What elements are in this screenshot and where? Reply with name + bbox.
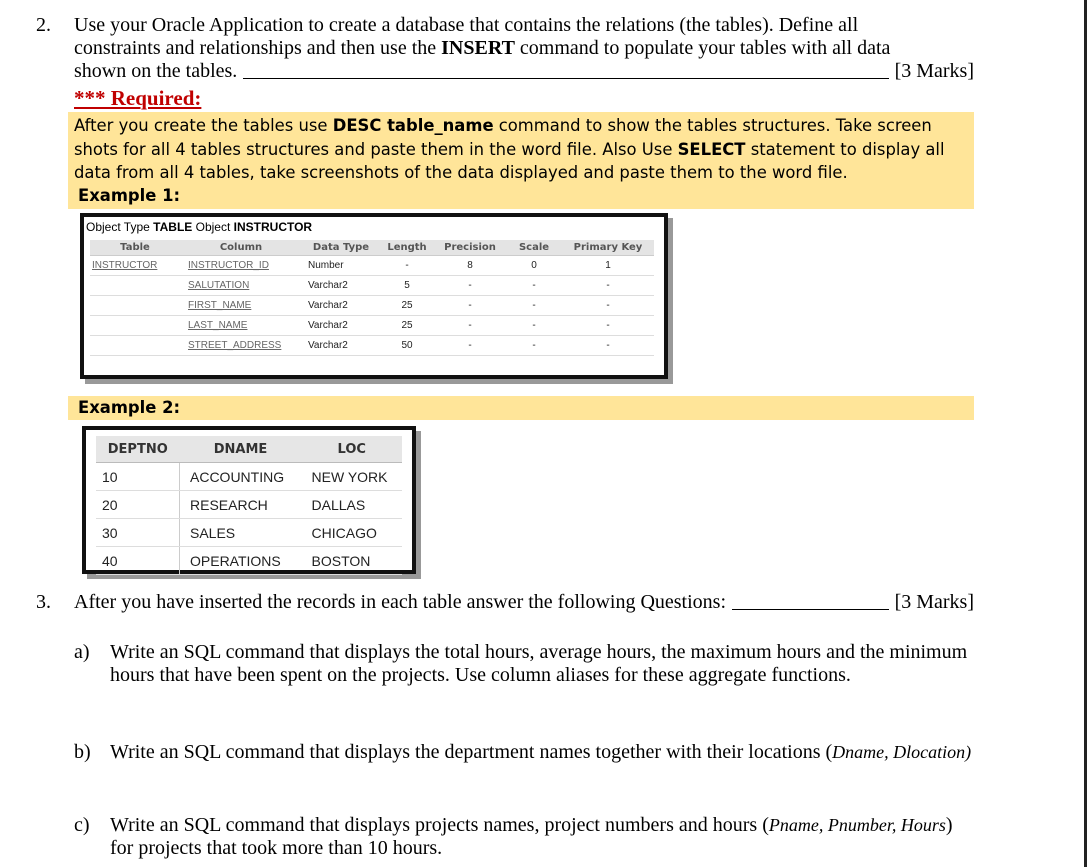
required-text-1: After you create the tables use xyxy=(74,116,333,135)
table-cell: CHICAGO xyxy=(302,519,402,547)
sub-c-text xyxy=(110,814,974,860)
table-cell[interactable]: STREET_ADDRESS xyxy=(180,336,302,356)
required-text-3: statement to display all data from all 4 tables, take screenshots of the data displayed and paste them to the word file. xyxy=(74,139,945,182)
table-row xyxy=(90,276,654,296)
table-cell: - xyxy=(562,276,654,296)
question-3-text xyxy=(74,591,974,614)
table-cell: RESEARCH xyxy=(180,491,302,519)
table-cell: 25 xyxy=(380,296,434,316)
table-cell: ACCOUNTING xyxy=(180,463,302,491)
desc-keyword: DESC table_name xyxy=(332,116,494,135)
sub-c-main: Write an SQL command that displays projects names, project numbers and hours ( xyxy=(110,814,769,836)
col-header: DNAME xyxy=(180,436,302,463)
col-header: Length xyxy=(380,240,434,256)
question-2-number: 2. xyxy=(36,14,51,36)
object-type-label: Object Type xyxy=(86,220,150,234)
table-cell: 0 xyxy=(506,256,562,276)
question-2-line3-text: shown on the tables. xyxy=(74,60,238,82)
table-cell: - xyxy=(434,276,506,296)
col-header: Table xyxy=(90,240,180,256)
table-row xyxy=(96,463,402,491)
table-cell: 50 xyxy=(380,336,434,356)
sub-c-end: ) for projects that took more than 10 hours. xyxy=(110,814,953,859)
col-header: Column xyxy=(180,240,302,256)
table-cell: Varchar2 xyxy=(302,296,380,316)
table-cell: - xyxy=(506,336,562,356)
required-label: *** Required: xyxy=(74,86,202,110)
sub-b-text xyxy=(110,741,974,764)
table-cell: NEW YORK xyxy=(302,463,402,491)
question-2-line2-post: command to populate your tables with all data xyxy=(514,37,891,59)
table-cell: 30 xyxy=(96,519,180,547)
table-cell[interactable]: INSTRUCTOR xyxy=(90,256,180,276)
table-cell: 5 xyxy=(380,276,434,296)
table-cell: - xyxy=(506,316,562,336)
col-header: Data Type xyxy=(302,240,380,256)
object-header xyxy=(84,217,664,236)
table-cell: Varchar2 xyxy=(302,336,380,356)
table-cell: - xyxy=(562,296,654,316)
table-row xyxy=(90,336,654,356)
example-2-label: Example 2: xyxy=(78,398,181,417)
question-2-marks: [3 Marks] xyxy=(894,60,974,82)
table-cell: SALES xyxy=(180,519,302,547)
col-header: Precision xyxy=(434,240,506,256)
table-cell: 10 xyxy=(96,463,180,491)
sub-b-end: ) xyxy=(965,742,972,762)
insert-keyword: INSERT xyxy=(441,37,515,59)
example-1-label: Example 1: xyxy=(78,186,181,205)
table-cell: - xyxy=(380,256,434,276)
table-cell xyxy=(90,276,180,296)
required-instructions xyxy=(74,114,972,185)
table-cell: - xyxy=(562,316,654,336)
table-cell: BOSTON xyxy=(302,547,402,575)
question-2-line1: Use your Oracle Application to create a database that contains the relations (the tables). Define all xyxy=(74,14,859,36)
sub-c-label: c) xyxy=(74,814,90,836)
table-cell[interactable]: SALUTATION xyxy=(180,276,302,296)
example-2-highlight xyxy=(68,396,974,420)
table-cell: Varchar2 xyxy=(302,316,380,336)
object-type-value: TABLE xyxy=(153,220,193,234)
table-cell: Number xyxy=(302,256,380,276)
sub-a-label: a) xyxy=(74,641,90,663)
col-header: Primary Key xyxy=(562,240,654,256)
object-value: INSTRUCTOR xyxy=(233,220,313,234)
table-cell: OPERATIONS xyxy=(180,547,302,575)
table-cell: - xyxy=(562,336,654,356)
table-structure xyxy=(90,240,654,356)
col-header: DEPTNO xyxy=(96,436,180,463)
sub-b-main: Write an SQL command that displays the department names together with their locations ( xyxy=(110,741,833,763)
table-row xyxy=(90,296,654,316)
question-3-number: 3. xyxy=(36,591,51,613)
table-cell xyxy=(90,336,180,356)
table-row xyxy=(90,316,654,336)
table-cell: - xyxy=(506,296,562,316)
table-row xyxy=(96,519,402,547)
table-row xyxy=(96,491,402,519)
question-3-marks: [3 Marks] xyxy=(894,591,974,613)
select-keyword: SELECT xyxy=(677,139,746,159)
table-cell xyxy=(90,296,180,316)
table-cell: 25 xyxy=(380,316,434,336)
sub-a-text: Write an SQL command that displays the total hours, average hours, the maximum hours and the minimum hours that have been spent on the projects. Use column aliases for these aggregate functions. xyxy=(110,641,968,686)
answer-blank xyxy=(732,609,889,610)
sub-b-label: b) xyxy=(74,741,91,763)
question-3-prompt: After you have inserted the records in each table answer the following Questions: xyxy=(74,591,727,613)
table-cell: 40 xyxy=(96,547,180,575)
table-cell: - xyxy=(434,316,506,336)
question-2-line2-pre: constraints and relationships and then use the xyxy=(74,37,442,59)
question-2-line2 xyxy=(74,37,974,60)
table-cell: DALLAS xyxy=(302,491,402,519)
question-2-line3 xyxy=(74,60,974,83)
table-cell[interactable]: INSTRUCTOR_ID xyxy=(180,256,302,276)
table-row xyxy=(96,547,402,575)
table-cell: 1 xyxy=(562,256,654,276)
table-cell: - xyxy=(506,276,562,296)
table-cell: - xyxy=(434,336,506,356)
table-row xyxy=(90,256,654,276)
col-header: LOC xyxy=(302,436,402,463)
table-cell: 8 xyxy=(434,256,506,276)
table-cell[interactable]: LAST_NAME xyxy=(180,316,302,336)
required-text-2: command to show the tables structures. Take screen shots for all 4 tables structures and paste them in the word file. Also Use xyxy=(74,116,932,159)
example-2-screenshot xyxy=(82,426,416,574)
example-1-screenshot xyxy=(80,213,668,379)
sub-b-italic: Dname, Dlocation xyxy=(832,742,966,762)
question-2-text xyxy=(74,14,974,83)
table-cell[interactable]: FIRST_NAME xyxy=(180,296,302,316)
object-label: Object xyxy=(195,220,231,234)
table-cell: 20 xyxy=(96,491,180,519)
table-cell: Varchar2 xyxy=(302,276,380,296)
dept-table xyxy=(96,436,402,575)
table-cell: - xyxy=(434,296,506,316)
table-cell xyxy=(90,316,180,336)
col-header: Scale xyxy=(506,240,562,256)
sub-c-italic: Pname, Pnumber, Hours xyxy=(768,815,946,835)
answer-blank xyxy=(243,78,888,79)
